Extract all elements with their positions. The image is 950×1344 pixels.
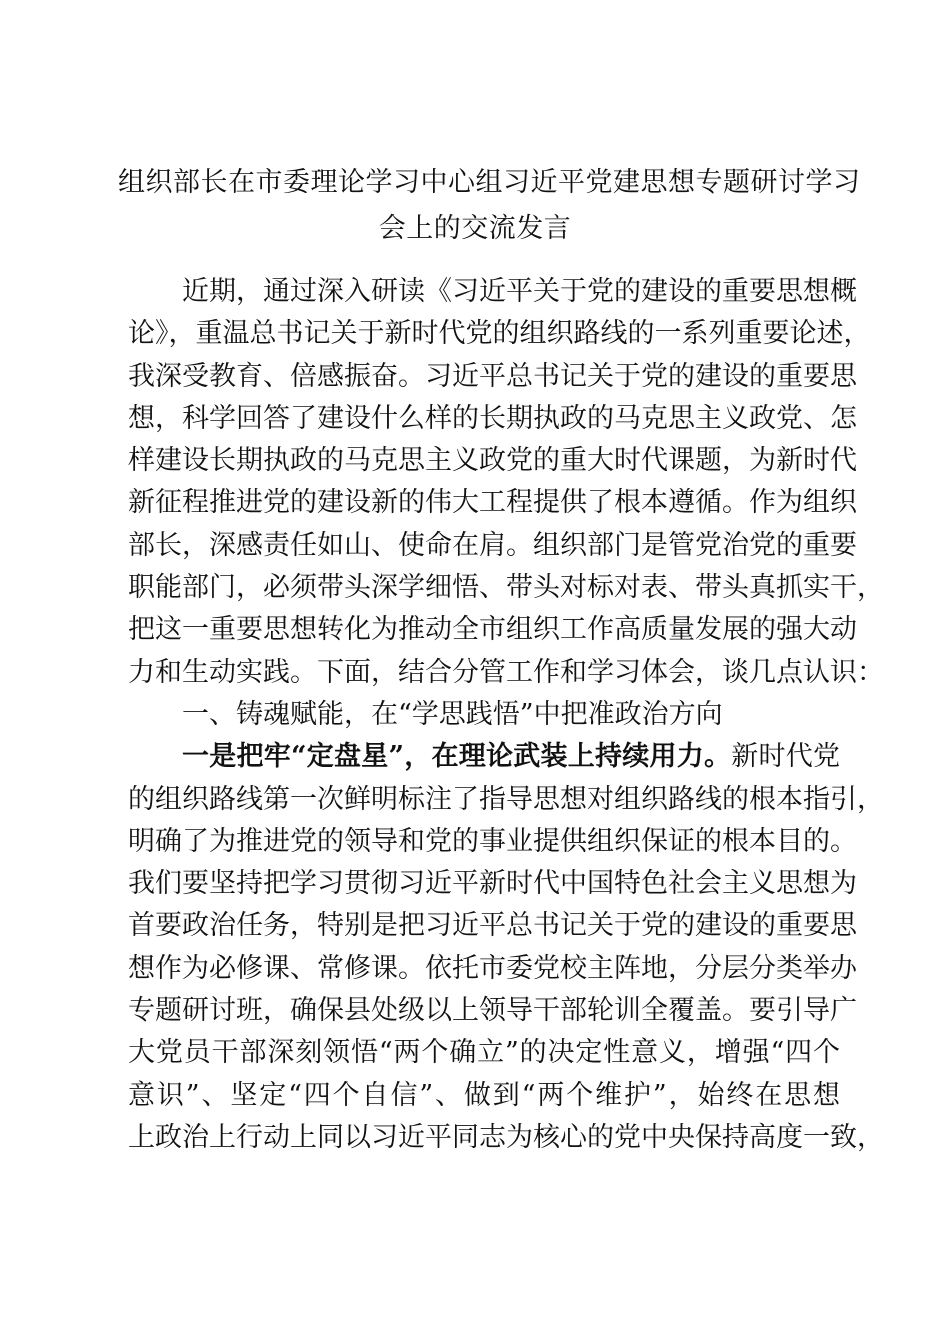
paragraph-line: 想，科学回答了建设什么样的长期执政的马克思主义政党、怎 <box>128 402 857 434</box>
document-title <box>118 160 861 252</box>
paragraph-line <box>128 736 840 778</box>
paragraph-line: 部长，深感责任如山、使命在肩。组织部门是管党治党的重要 <box>128 529 857 561</box>
paragraph-line: 专题研讨班，确保县处级以上领导干部轮训全覆盖。要引导广 <box>128 995 857 1027</box>
paragraph-line: 职能部门，必须带头深学细悟、带头对标对表、带头真抓实干， <box>128 572 884 604</box>
paragraph-line: 我深受教育、倍感振奋。习近平总书记关于党的建设的重要思 <box>128 360 857 392</box>
paragraph-line: 意识”、坚定“四个自信”、做到“两个维护”，始终在思想 <box>128 1079 840 1111</box>
paragraph-line: 论》，重温总书记关于新时代党的组织路线的一系列重要论述， <box>128 318 871 350</box>
document-body <box>128 271 884 1159</box>
paragraph-line: 明确了为推进党的领导和党的事业提供组织保证的根本目的。 <box>128 825 857 857</box>
paragraph-line: 把这一重要思想转化为推动全市组织工作高质量发展的强大动 <box>128 614 857 646</box>
title-line: 组织部长在市委理论学习中心组习近平党建思想专题研讨学习 <box>118 167 861 198</box>
title-line: 会上的交流发言 <box>378 213 572 244</box>
paragraph-line: 近期，通过深入研读《习近平关于党的建设的重要思想概 <box>182 276 857 307</box>
paragraph-line: 样建设长期执政的马克思主义政党的重大时代课题，为新时代 <box>128 445 857 477</box>
paragraph-line: 我们要坚持把学习贯彻习近平新时代中国特色社会主义思想为 <box>128 868 857 900</box>
bold-lead-text: 一是把牢“定盘星”，在理论武装上持续用力。 <box>182 741 732 773</box>
paragraph-line: 想作为必修课、常修课。依托市委党校主阵地，分层分类举办 <box>128 952 857 984</box>
paragraph-line: 的组织路线第一次鲜明标注了指导思想对组织路线的根本指引， <box>128 783 884 815</box>
paragraph-line: 新征程推进党的建设新的伟大工程提供了根本遵循。作为组织 <box>128 487 857 519</box>
lead-line-rest: 新时代党 <box>731 741 841 773</box>
paragraph-line: 上政治上行动上同以习近平同志为核心的党中央保持高度一致， <box>128 1121 884 1153</box>
paragraph-line: 首要政治任务，特别是把习近平总书记关于党的建设的重要思 <box>128 910 857 942</box>
section-heading: 一、铸魂赋能，在“学思践悟”中把准政治方向 <box>182 698 723 730</box>
paragraph-line: 大党员干部深刻领悟“两个确立”的决定性意义，增强“四个 <box>128 1037 840 1069</box>
paragraph-line: 力和生动实践。下面，结合分管工作和学习体会，谈几点认识： <box>128 656 884 688</box>
